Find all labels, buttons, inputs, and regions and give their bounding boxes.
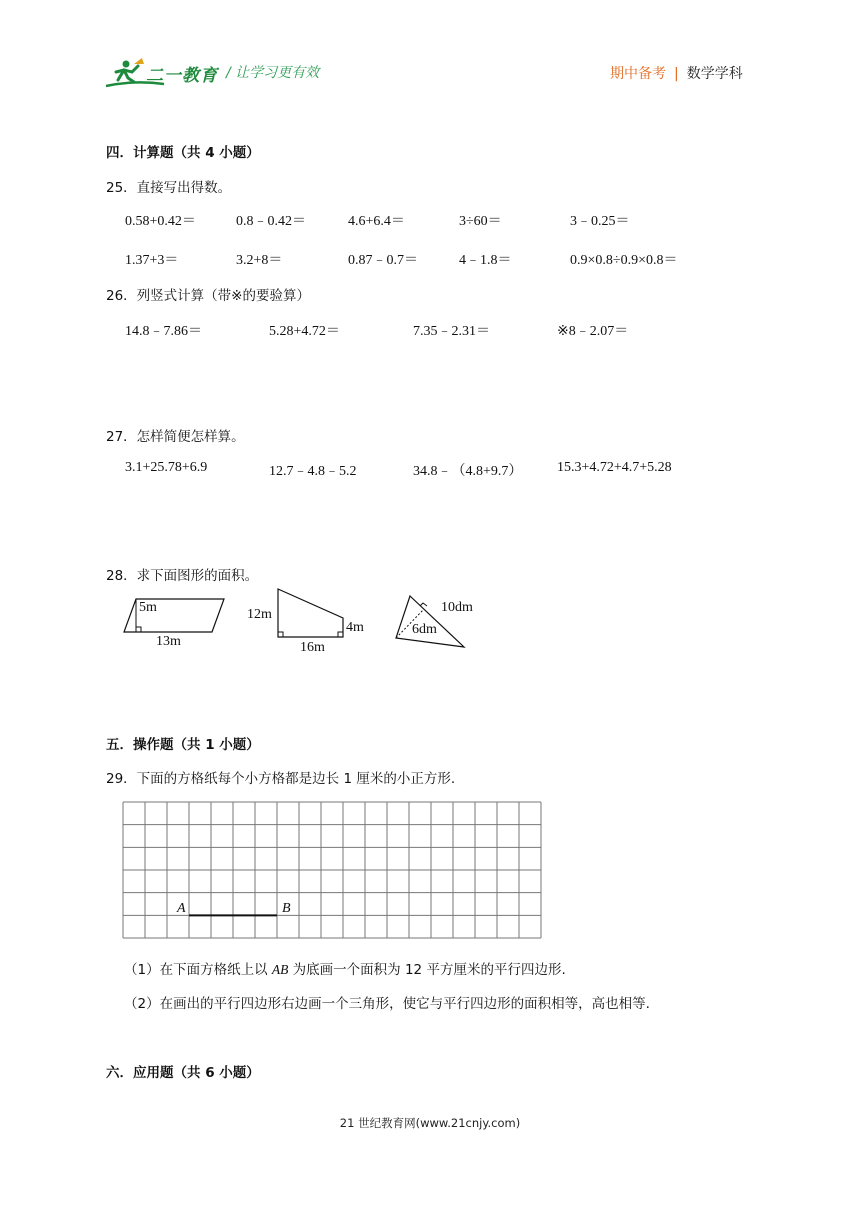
q25-expr: 3.2+8＝ <box>236 253 283 268</box>
q29-subquestion-1 <box>124 958 566 978</box>
sub1-suffix: 为底画一个面积为 12 平方厘米的平行四边形. <box>288 962 566 978</box>
q27-expr: 3.1+25.78+6.9 <box>125 460 208 475</box>
q25-expr: 4﹣1.8＝ <box>459 253 512 268</box>
q27-expr: 15.3+4.72+4.7+5.28 <box>557 460 672 475</box>
header-separator: | <box>674 66 679 82</box>
section-title-operation: 五．操作题（共 1 小题） <box>106 737 260 753</box>
q25-expr: 0.87﹣0.7＝ <box>348 253 418 268</box>
subject-label: 数学学科 <box>686 66 743 82</box>
q25-expr: 3﹣0.25＝ <box>570 214 630 229</box>
q27-expr: 34.8﹣（4.8+9.7） <box>413 464 523 479</box>
trapezoid-bottom-label: 16m <box>300 640 325 655</box>
q26-expr: ※8﹣2.07＝ <box>557 324 629 339</box>
q26-expr: 5.28+4.72＝ <box>269 324 340 339</box>
trapezoid-right-label: 4m <box>346 620 364 635</box>
sub1-ab: AB <box>271 962 289 977</box>
q26-expr: 7.35﹣2.31＝ <box>413 324 490 339</box>
point-b-label: B <box>282 901 291 916</box>
grid-paper <box>122 801 542 941</box>
q25-expr: 1.37+3＝ <box>125 253 179 268</box>
q29-subquestion-2: （2）在画出的平行四边形右边画一个三角形，使它与平行四边形的面积相等，高也相等. <box>124 996 650 1012</box>
q25-expr: 0.9×0.8÷0.9×0.8＝ <box>570 253 678 268</box>
slogan: / 让学习更有效 <box>226 65 320 81</box>
exam-label: 期中备考 <box>610 66 666 82</box>
section-title-application: 六．应用题（共 6 小题） <box>106 1065 260 1081</box>
q25-expr: 4.6+6.4＝ <box>348 214 405 229</box>
question-28-label: 28．求下面图形的面积。 <box>106 568 259 584</box>
section-title-calculation: 四．计算题（共 4 小题） <box>106 145 260 161</box>
q25-expr: 3÷60＝ <box>459 214 502 229</box>
q26-expr: 14.8﹣7.86＝ <box>125 324 202 339</box>
triangle-figure <box>392 590 492 655</box>
header-right <box>610 63 743 83</box>
q25-expr: 0.8﹣0.42＝ <box>236 214 306 229</box>
q27-expr: 12.7﹣4.8﹣5.2 <box>269 464 357 479</box>
parallelogram-figure <box>120 592 240 654</box>
parallelogram-base-label: 13m <box>156 634 181 649</box>
question-29-label: 29．下面的方格纸每个小方格都是边长 1 厘米的小正方形. <box>106 771 456 787</box>
question-25-label: 25．直接写出得数。 <box>106 180 232 196</box>
logo-text: 二一教育 <box>146 66 218 86</box>
triangle-side-label: 10dm <box>441 600 473 615</box>
q25-expr: 0.58+0.42＝ <box>125 214 196 229</box>
sub1-prefix: （1）在下面方格纸上以 <box>124 962 272 978</box>
question-26-label: 26．列竖式计算（带※的要验算） <box>106 288 310 304</box>
question-27-label: 27．怎样简便怎样算。 <box>106 429 245 445</box>
triangle-height-label: 6dm <box>412 622 437 637</box>
trapezoid-left-label: 12m <box>247 607 272 622</box>
parallelogram-height-label: 5m <box>139 600 157 615</box>
trapezoid-figure <box>245 585 375 660</box>
footer-text: 21 世纪教育网(www.21cnjy.com) <box>339 1116 521 1130</box>
point-a-label: A <box>177 901 186 916</box>
